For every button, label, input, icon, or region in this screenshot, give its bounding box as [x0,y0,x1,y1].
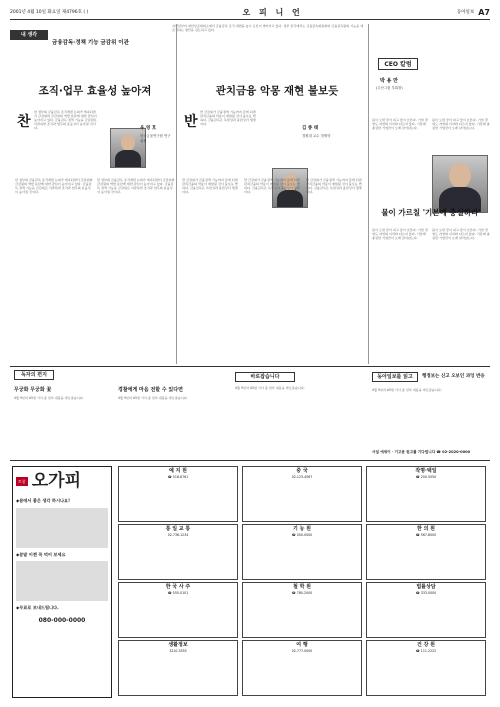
page-header [10,8,490,20]
reader-body: 4월 9일자 A5면 기사 중 일부 내용을 바로잡습니다. [372,388,442,392]
corrections-label: 바로잡습니다 [235,372,295,382]
left-headline: 조직·업무 효율성 높아져 [38,85,152,97]
classified-ad-phone: ☎ 111-2222 [415,648,437,653]
column-author-name: 박 용 만 [380,78,398,84]
police-letter-headline: 경찰에게 마음 전할 수 있다면 [118,387,183,393]
corrections-body: 4월 9일자 A5면 기사 중 일부 내용을 바로잡습니다. [235,386,305,390]
classified-ad-phone: ☎ 200-5050 [415,474,437,479]
classified-ad-title: 예 지 원 [169,468,187,474]
classified-ad [118,524,238,580]
left-lead: 한 정부의 금융감독 조직개편 논의가 계속되면서 금감위와 금감원의 역할 분담에 대한 관심이 높아지고 있다. 금융감독 정책 기능을 금감위로 이관하면 조직과 업무의 효율성이 높아질 것이다. [34,110,97,130]
right-body-col3: 반 금감위가 금융정책 기능까지 갖게 되면 관치금융의 악몽이 재현될 것이 불보듯 뻔하다. 금융감독은 독립성과 중립성이 생명이다. [306,178,362,194]
column-divider [368,24,369,364]
column-body-col3: 봄이 오면 꽃이 피고 물이 흐른다. 기업 경영도 자연의 이치와 다르지 않다. 기본에 충실한 기업만이 오래 살아남는다. [372,228,428,240]
reader-label: 동아일보를 읽고 [372,372,418,382]
right-author-name: 김 종 태 [302,126,319,131]
classified-ad-title: 작명·택일 [415,468,437,474]
classified-ad [242,524,362,580]
classified-ad [242,466,362,522]
classified-ad [366,466,486,522]
right-initial: 반 [184,114,198,130]
ad-notice-1: ◆몸에서 좋은 생각 하시나요! [16,497,71,503]
classified-ad-phone: 02-123-4567 [291,474,313,479]
classified-ad-title: 철 학 원 [293,584,311,590]
classified-ad-phone: ☎ 518-8761 [167,474,189,479]
left-body-col1: 한 정부의 금융감독 조직개편 논의가 계속되면서 금감위와 금감원의 역할 분담에 대한 관심이 높아지고 있다. 금융감독 정책 기능을 금감위로 이관하면 조직과 업무의 효율성이 높아질 것이다. [15,178,93,194]
column-divider [176,24,177,364]
ad-notice-2: ◆분말 이젠 꼭 먹어 보세요 [16,551,66,557]
column-body-col4: 봄이 오면 꽃이 피고 물이 흐른다. 기업 경영도 자연의 이치와 다르지 않다. 기본에 충실한 기업만이 오래 살아남는다. [432,228,490,240]
right-body-col2: 반 금감위가 금융정책 기능까지 갖게 되면 관치금융의 악몽이 재현될 것이 불보듯 뻔하다. 금융감독은 독립성과 중립성이 생명이다. [244,178,300,194]
intro-note: 지난달부터 대한상공회의소에서 금융감독 조직 개편을 놓고 토론이 벌어지고 있다. 정부 일각에서는 금융감독위원회와 금융감독원의 기능을 재조정하는 방안을 검토하고 있다. [172,24,364,32]
column-subhead: 물이 가르칠 '기본에 충실하라' [381,208,481,217]
classified-ad [242,582,362,638]
ad-notice-3: ◆무료로 보내드립니다. [16,605,59,611]
classified-ad [118,582,238,638]
classified-ad-title: 생활정보 [168,642,188,648]
classified-ad [366,640,486,696]
classified-ad [118,640,238,696]
right-headline: 관치금융 악몽 재현 불보듯 [215,85,339,97]
page-number: A7 [478,8,490,18]
classified-ad-phone: ☎ 555-0101 [167,590,189,595]
letters-headline: 무궁화 무궁화 꽃 [14,387,52,393]
issue-date: 2001년 4월 10일 화요일 제4796호 ( ) [10,10,89,16]
health-ad [12,466,112,698]
letters-body: 4월 9일자 A5면 기사 중 일부 내용을 바로잡습니다. [14,396,84,400]
police-letter-body: 4월 9일자 A5면 기사 중 일부 내용을 바로잡습니다. [118,396,188,400]
classified-ad-title: 한 의 원 [417,526,435,532]
right-author-title: 경원대 교수 경제학 [302,134,331,138]
classified-ad [242,640,362,696]
column-author-title: (두산그룹 부회장) [376,86,403,90]
classified-ad-phone: ☎ 780-2000 [291,590,313,595]
classified-ad-phone: 02-777-0000 [291,648,313,653]
ad-phone: 080-000-0000 [38,616,86,624]
classified-ad-title: 건 강 원 [417,642,435,648]
column-body-col1: 봄이 오면 꽃이 피고 물이 흐른다. 기업 경영도 자연의 이치와 다르지 않다. 기본에 충실한 기업만이 오래 살아남는다. [372,118,428,130]
left-initial: 찬 [17,114,31,130]
reader-headline: 행정보는 신고 오보인 과잉 반응 [422,374,485,379]
left-author-title: 한국금융연구원 연구위원 [140,134,171,143]
classified-ad-title: 법률상담 [416,584,436,590]
debate-label: 내 생각 [10,30,48,40]
classified-ad-phone: 02-736-1234 [167,532,189,537]
classified-ad-title: 한 국 사 주 [165,584,191,590]
classified-ad-phone: ☎ 567-8000 [415,532,437,537]
classified-ad [366,524,486,580]
left-body-col2: 한 정부의 금융감독 조직개편 논의가 계속되면서 금감위와 금감원의 역할 분담에 대한 관심이 높아지고 있다. 금융감독 정책 기능을 금감위로 이관하면 조직과 업무의 효율성이 높아질 것이다. [97,178,175,194]
classified-ad-phone: 3210-5555 [169,648,187,653]
column-body-col2: 봄이 오면 꽃이 피고 물이 흐른다. 기업 경영도 자연의 이치와 다르지 않다. 기본에 충실한 기업만이 오래 살아남는다. [432,118,490,130]
classified-ad-title: 기 능 원 [293,526,311,532]
classified-ad-title: 중 국 [296,468,308,474]
classified-ad-phone: ☎ 333-0000 [415,590,437,595]
right-lead: 반 금감위가 금융정책 기능까지 갖게 되면 관치금융의 악몽이 재현될 것이 불보듯 뻔하다. 금융감독은 독립성과 중립성이 생명이다. [200,110,256,126]
right-body-col1: 반 금감위가 금융정책 기능까지 갖게 되면 관치금융의 악몽이 재현될 것이 불보듯 뻔하다. 금융감독은 독립성과 중립성이 생명이다. [182,178,238,194]
column-label: CEO 칼럼 [378,58,418,70]
classified-ad-phone: ☎ 000-0000 [291,532,313,537]
letters-label: 독자의 편지 [14,370,54,380]
classified-ad-title: 통 일 교 통 [165,526,191,532]
submission-notice: 사설 에세이 · 기고문 원고를 기다립니다 ☎ 02-2020-0000 [372,450,471,454]
ad-brand: 오가피 [31,471,82,491]
left-author-name: 우 영 호 [140,126,157,131]
classified-ad [366,582,486,638]
paper-name: 동아일보 [456,10,475,16]
classified-ad-title: 여 행 [296,642,308,648]
classified-ad [118,466,238,522]
section-title: 오 피 니 언 [242,8,303,18]
ad-brand-small: 토종 [16,477,28,486]
horizontal-rule [10,366,490,367]
left-kicker: 금융감독·정책 기능 금감위 이관 [52,40,129,46]
horizontal-rule [10,460,490,461]
